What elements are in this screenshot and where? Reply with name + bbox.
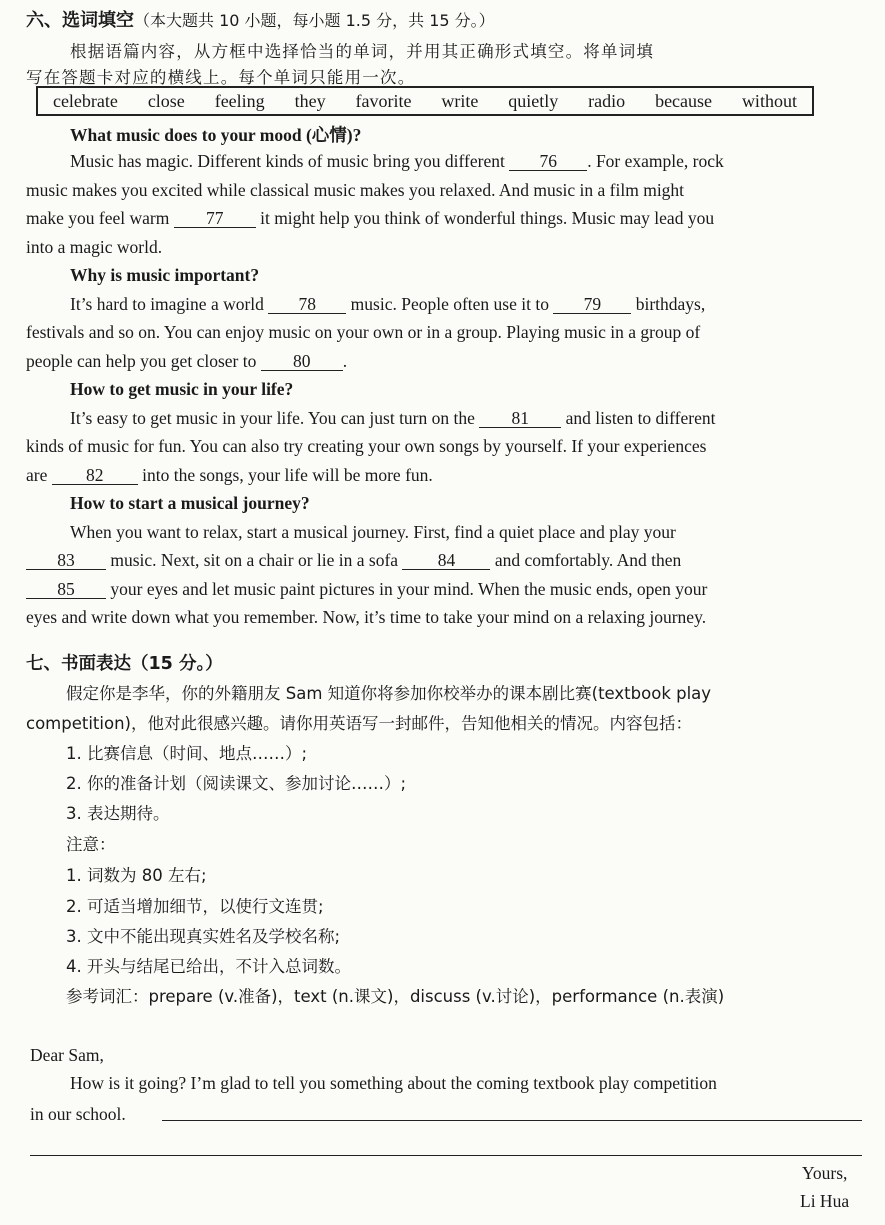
content-point-3: 3. 表达期待。: [66, 804, 170, 823]
section-6-note: （本大题共 10 小题，每小题 1.5 分，共 15 分。）: [134, 11, 495, 30]
text: . For example, rock: [587, 151, 724, 171]
blank-77[interactable]: 77: [174, 210, 256, 228]
para3-line-1: [70, 408, 715, 429]
word-bank-box: [36, 86, 814, 116]
note-2: 2. 可适当增加细节，以使行文连贯;: [66, 897, 324, 916]
blank-82[interactable]: 82: [52, 467, 138, 485]
para4-line-3: [26, 579, 707, 600]
section-7-heading: 七、书面表达（15 分。）: [26, 654, 223, 674]
blank-79[interactable]: 79: [553, 296, 631, 314]
section-6-title: 六、选词填空: [26, 10, 134, 31]
note-3: 3. 文中不能出现真实姓名及学校名称;: [66, 927, 341, 946]
para2-line-2: festivals and so on. You can enjoy music on your own or in a group. Playing music in a group of: [26, 322, 701, 342]
para3-heading: How to get music in your life?: [70, 379, 294, 399]
word-bank-item: because: [655, 90, 713, 111]
text: It’s hard to imagine a world: [70, 294, 264, 314]
text: music. Next, sit on a chair or lie in a sofa: [110, 550, 399, 570]
para4-line-2: [26, 550, 681, 571]
blank-80[interactable]: 80: [261, 353, 343, 371]
text: .: [342, 351, 348, 371]
word-bank-item: they: [294, 90, 326, 111]
text: Music has magic. Different kinds of music bring you different: [70, 151, 505, 171]
word-bank-item: quietly: [508, 90, 559, 111]
text: It’s easy to get music in your life. You can just turn on the: [70, 408, 475, 428]
text: make you feel warm: [26, 208, 170, 228]
letter-salutation: Dear Sam,: [30, 1045, 104, 1065]
word-bank-item: feeling: [214, 90, 265, 111]
para1-line-3: [26, 208, 714, 229]
para2-line-3: [26, 351, 347, 372]
text: and comfortably. And then: [494, 550, 682, 570]
blank-81[interactable]: 81: [479, 410, 561, 428]
para1-line-1: [70, 151, 724, 172]
blank-85[interactable]: 85: [26, 581, 106, 599]
para1-line-4: into a magic world.: [26, 237, 163, 257]
word-bank-item: radio: [588, 90, 626, 111]
note-label: 注意：: [66, 835, 116, 854]
text: your eyes and let music paint pictures in your mind. When the music ends, open your: [110, 579, 708, 599]
blank-76[interactable]: 76: [509, 153, 587, 171]
section-7-intro-2: competition)，他对此很感兴趣。请你用英语写一封邮件，告知他相关的情况。内容包括：: [26, 714, 692, 733]
writing-line[interactable]: [162, 1120, 862, 1121]
vocabulary-hint: 参考词汇：prepare (v.准备)，text (n.课文)，discuss (v.讨论)，performance (n.表演): [66, 987, 725, 1006]
para2-line-1: [70, 294, 705, 315]
letter-signature: Li Hua: [800, 1191, 850, 1211]
word-bank-item: without: [741, 90, 797, 111]
para2-heading: Why is music important?: [70, 265, 260, 285]
blank-83[interactable]: 83: [26, 552, 106, 570]
word-bank-item: favorite: [355, 90, 412, 111]
note-1: 1. 词数为 80 左右;: [66, 866, 207, 885]
section-6-heading: [26, 6, 495, 32]
para4-line-4: eyes and write down what you remember. Now, it’s time to take your mind on a relaxing journey.: [26, 607, 707, 627]
text: are: [26, 465, 48, 485]
para4-heading: How to start a musical journey?: [70, 493, 310, 513]
content-point-1: 1. 比赛信息（时间、地点……）;: [66, 744, 308, 763]
blank-84[interactable]: 84: [402, 552, 490, 570]
para1-line-2: music makes you excited while classical music makes you relaxed. And music in a film might: [26, 180, 685, 200]
instruction-line-1: 根据语篇内容，从方框中选择恰当的单词，并用其正确形式填空。将单词填: [70, 42, 655, 61]
text: music. People often use it to: [350, 294, 549, 314]
blank-78[interactable]: 78: [268, 296, 346, 314]
para3-line-3: [26, 465, 433, 486]
text: birthdays,: [635, 294, 706, 314]
note-4: 4. 开头与结尾已给出，不计入总词数。: [66, 957, 351, 976]
word-bank-item: celebrate: [52, 90, 118, 111]
para4-line-1: When you want to relax, start a musical journey. First, find a quiet place and play your: [70, 522, 676, 542]
text: it might help you think of wonderful things. Music may lead you: [260, 208, 715, 228]
para3-line-2: kinds of music for fun. You can also try creating your own songs by yourself. If your experiences: [26, 436, 707, 456]
instruction-line-2: 写在答题卡对应的横线上。每个单词只能用一次。: [26, 68, 416, 87]
word-bank-item: write: [441, 90, 479, 111]
letter-closing: Yours,: [802, 1163, 848, 1183]
para1-heading: What music does to your mood (心情)?: [70, 125, 362, 145]
text: and listen to different: [565, 408, 716, 428]
word-bank-item: close: [147, 90, 185, 111]
text: people can help you get closer to: [26, 351, 257, 371]
section-7-intro-1: 假定你是李华，你的外籍朋友 Sam 知道你将参加你校举办的课本剧比赛(textbook play: [66, 684, 712, 703]
text: into the songs, your life will be more fun.: [142, 465, 433, 485]
writing-line[interactable]: [30, 1155, 862, 1156]
letter-body-line-1: How is it going? I’m glad to tell you something about the coming textbook play competition: [70, 1073, 717, 1093]
content-point-2: 2. 你的准备计划（阅读课文、参加讨论……）;: [66, 774, 407, 793]
letter-body-line-2: in our school.: [30, 1104, 126, 1124]
